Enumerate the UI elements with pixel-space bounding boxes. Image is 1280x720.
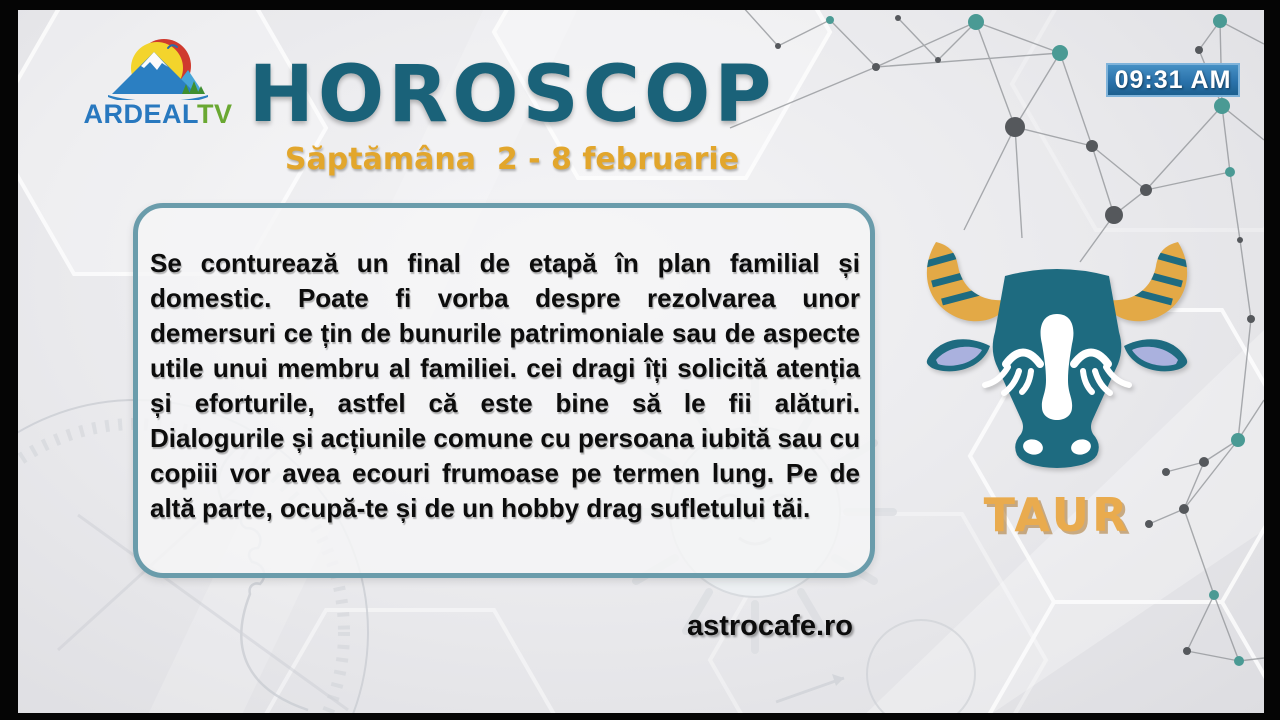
logo-text-ardeal: ARDEAL: [83, 99, 197, 129]
clock-badge: [1106, 63, 1240, 97]
horoscope-text-line: utile unui membru al familiei. cei dragi îți solicită atenția: [150, 353, 860, 383]
bull-blaze: [1041, 314, 1074, 420]
sign-name-label: TAUR: [983, 488, 1131, 542]
header: [192, 50, 832, 177]
website-label: astrocafe.ro: [686, 610, 853, 642]
logo-text-tv: TV: [196, 99, 233, 129]
week-subtitle: Săptămâna 2 - 8 februarie: [284, 142, 740, 177]
clock-time: 09:31 AM: [1114, 65, 1232, 94]
horoscope-text-line: și eforturile, astfel că este bine să le fii alături.: [150, 388, 860, 418]
horoscope-text-line: altă parte, ocupă-te și de un hobby drag sufletului tăi.: [150, 493, 811, 523]
page-title: HOROSCOP: [248, 50, 776, 140]
horoscope-text-line: domestic. Poate fi vorba despre rezolvarea unor: [150, 283, 860, 313]
horoscope-text-line: Se conturează un final de etapă în plan familial și: [150, 248, 860, 278]
horoscope-text-line: Dialogurile și acțiunile comune cu persoana iubită sau cu: [150, 423, 860, 453]
horoscope-text-line: demersuri ce țin de bunurile patrimoniale sau de aspecte: [150, 318, 860, 348]
taurus-bull-icon: [922, 228, 1192, 473]
horoscope-text-line: copiii vor avea ecouri frumoase pe termen lung. Pe de: [150, 458, 860, 488]
broadcast-screen: [18, 10, 1264, 713]
horoscope-text-box: [133, 203, 875, 578]
